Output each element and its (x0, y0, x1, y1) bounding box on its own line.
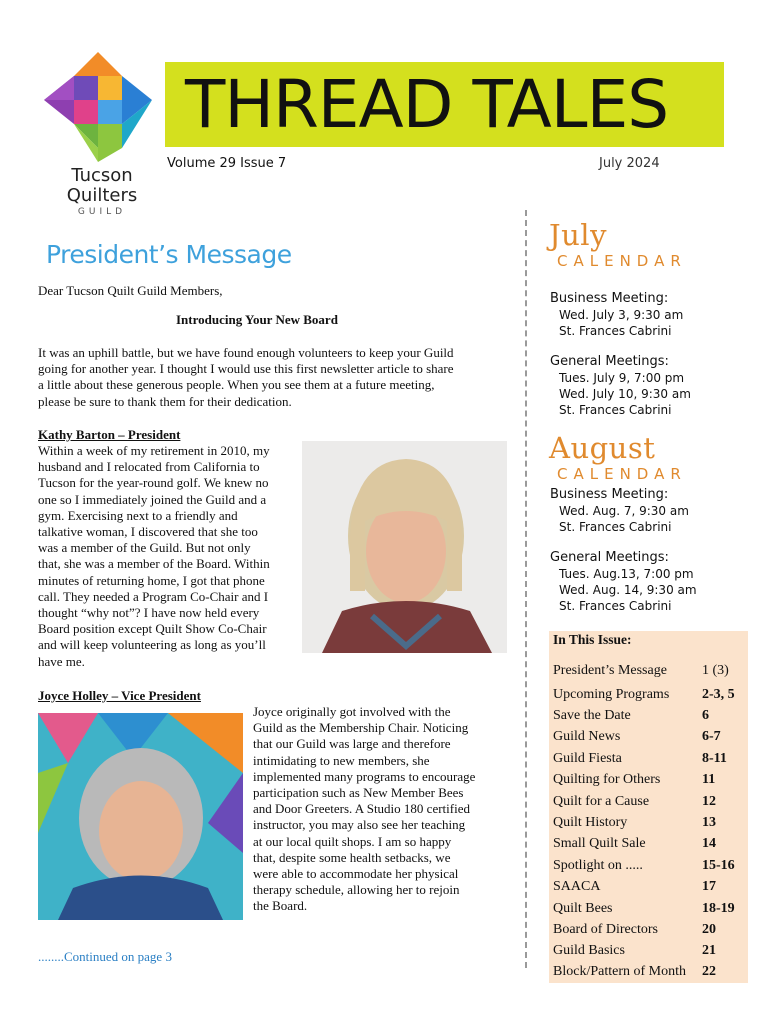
continued-link[interactable]: ........Continued on page 3 (38, 949, 172, 964)
joyce-line: that, despite some health setbacks, we (253, 849, 451, 865)
index-item-name[interactable]: Save the Date (553, 708, 631, 723)
kathy-line: gym. Exercising next to a friendly and (38, 507, 238, 523)
july-general-item: Wed. July 10, 9:30 am (559, 387, 691, 401)
kathy-line: was a member of the Guild. But not only (38, 540, 251, 556)
salutation: Dear Tucson Quilt Guild Members, (38, 283, 223, 298)
kathy-line: husband and I relocated from California to (38, 459, 260, 475)
intro-line: It was an uphill battle, but we have found enough volunteers to keep your Guild (38, 345, 454, 360)
index-item-name[interactable]: Upcoming Programs (553, 687, 670, 702)
july-general-item: Tues. July 9, 7:00 pm (559, 371, 685, 385)
index-item-name[interactable]: Quilting for Others (553, 772, 661, 787)
index-item-page: 18-19 (702, 901, 735, 916)
index-item-name[interactable]: Spotlight on ..... (553, 858, 643, 873)
joyce-line: participation such as New Member Bees (253, 785, 464, 801)
index-item-name[interactable]: Quilt for a Cause (553, 794, 650, 809)
index-item-name[interactable]: President’s Message (553, 663, 667, 678)
kathy-line: talkative woman, I discovered that she too (38, 524, 258, 540)
july-general-label: General Meetings: (550, 354, 669, 369)
kathy-line: Tucson for the year-round golf. We knew no (38, 475, 269, 491)
joyce-line: instructor, you may also see her teaching (253, 817, 466, 833)
joyce-line: Guild as the Membership Chair. Noticing (253, 720, 469, 736)
joyce-paragraph (253, 704, 503, 915)
intro-paragraph (38, 345, 498, 410)
index-item-name[interactable]: Board of Directors (553, 922, 658, 937)
kathy-paragraph (38, 443, 298, 670)
logo-line-3: GUILD (77, 207, 127, 217)
joyce-line: intimidating to new members, she (253, 752, 430, 768)
issue-date: July 2024 (599, 156, 660, 171)
august-general-label: General Meetings: (550, 550, 669, 565)
joyce-line: the Board. (253, 898, 308, 914)
joyce-heading: Joyce Holley – Vice President (38, 688, 201, 703)
august-month-heading: August (549, 431, 656, 465)
kathy-heading: Kathy Barton – President (38, 427, 181, 442)
august-general-item: St. Frances Cabrini (559, 599, 672, 613)
july-month-heading: July (549, 218, 607, 252)
index-item-page: 12 (702, 794, 716, 809)
index-item-name[interactable]: Quilt History (553, 815, 628, 830)
kathy-line: that, she was a member of the Board. Within (38, 556, 270, 572)
august-general-item: Wed. Aug. 14, 9:30 am (559, 583, 697, 597)
index-item-page: 17 (702, 879, 716, 894)
index-item-page: 13 (702, 815, 716, 830)
index-item-name[interactable]: Small Quilt Sale (553, 836, 646, 851)
joyce-line: Joyce originally got involved with the (253, 704, 451, 719)
august-calendar-word: CALENDAR (557, 465, 687, 483)
joyce-line: that our Guild was large and therefore (253, 736, 451, 752)
kathy-photo (302, 441, 507, 653)
newsletter-title: THREAD TALES (185, 66, 669, 143)
index-item-name[interactable]: Block/Pattern of Month (553, 964, 686, 979)
index-item-name[interactable]: SAACA (553, 879, 601, 894)
index-item-page: 14 (702, 836, 716, 851)
kathy-line: Within a week of my retirement in 2010, my (38, 443, 270, 458)
index-item-page: 6 (702, 708, 709, 723)
august-business-label: Business Meeting: (550, 487, 669, 502)
index-item-page: 11 (702, 772, 716, 787)
index-item-page: 20 (702, 922, 716, 937)
joyce-line: were able to accommodate her physical (253, 866, 459, 882)
presidents-message-heading: President’s Message (46, 240, 292, 269)
index-item-page: 21 (702, 943, 716, 958)
kathy-line: minutes of returning home, I got that phone (38, 572, 265, 588)
intro-line: please be sure to thank them for their dedication. (38, 393, 292, 409)
july-business-label: Business Meeting: (550, 291, 669, 306)
kathy-line: and will keep volunteering as long as you’ll (38, 637, 266, 653)
index-item-name[interactable]: Quilt Bees (553, 901, 613, 916)
logo-line-2: Quilters (66, 185, 138, 206)
july-business-item: St. Frances Cabrini (559, 324, 672, 338)
intro-subheading: Introducing Your New Board (176, 312, 338, 327)
kathy-line: one so I immediately joined the Guild and a (38, 491, 267, 507)
index-item-name[interactable]: Guild News (553, 729, 621, 744)
index-item-page: 2-3, 5 (702, 687, 735, 702)
column-divider (525, 210, 527, 968)
index-item-page: 22 (702, 964, 716, 979)
joyce-photo (38, 713, 243, 920)
kathy-line: thought “why not”? I have now held every (38, 605, 260, 621)
kathy-line: have me. (38, 653, 85, 669)
index-item-name[interactable]: Guild Fiesta (553, 751, 622, 766)
kathy-line: call. They needed a Program Co-Chair and I (38, 588, 269, 604)
volume-issue: Volume 29 Issue 7 (167, 156, 287, 171)
index-item-name[interactable]: Guild Basics (553, 943, 625, 958)
joyce-line: at our local quilt shops. I am so happy (253, 833, 452, 849)
july-general-item: St. Frances Cabrini (559, 403, 672, 417)
august-general-item: Tues. Aug.13, 7:00 pm (559, 567, 694, 581)
index-item-page: 1 (3) (702, 663, 729, 678)
july-business-item: Wed. July 3, 9:30 am (559, 308, 684, 322)
august-business-item: Wed. Aug. 7, 9:30 am (559, 504, 689, 518)
index-item-page: 15-16 (702, 858, 735, 873)
pinwheel-logo-icon (40, 50, 160, 170)
joyce-line: implemented many programs to encourage (253, 768, 476, 784)
intro-line: a little about these generous people. When you see them at a future meeting, (38, 377, 435, 393)
joyce-line: and Door Greeters. A Studio 180 certified (253, 801, 470, 817)
july-calendar-word: CALENDAR (557, 252, 687, 270)
index-item-page: 6-7 (702, 729, 721, 744)
august-business-item: St. Frances Cabrini (559, 520, 672, 534)
index-item-page: 8-11 (702, 751, 727, 766)
joyce-line: therapy schedule, allowing her to rejoin (253, 882, 460, 898)
kathy-line: Board position except Quilt Show Co-Chair (38, 621, 267, 637)
logo-line-1: Tucson (71, 165, 133, 186)
in-this-issue-title: In This Issue: (553, 632, 632, 647)
intro-line: going for another year. I thought I would use this first newsletter article to share (38, 361, 454, 377)
